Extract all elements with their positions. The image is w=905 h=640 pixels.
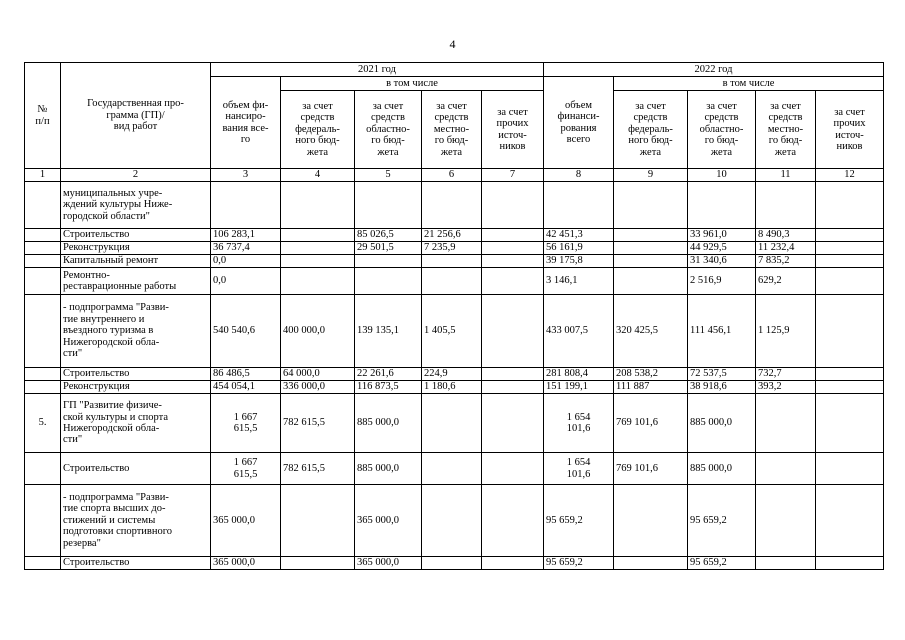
- value-cell: [816, 368, 884, 381]
- value-cell: [281, 242, 355, 255]
- value-cell: 365 000,0: [211, 557, 281, 570]
- header-fed-2021: за счет средств федераль- ного бюд- жета: [281, 91, 355, 169]
- header-year-2022: 2022 год: [544, 63, 884, 77]
- value-cell: 44 929,5: [688, 242, 756, 255]
- value-cell: 0,0: [211, 255, 281, 268]
- value-cell: [422, 182, 482, 229]
- value-cell: 36 737,4: [211, 242, 281, 255]
- value-cell: 1 405,5: [422, 295, 482, 368]
- value-cell: 86 486,5: [211, 368, 281, 381]
- value-cell: 21 256,6: [422, 229, 482, 242]
- value-cell: [816, 381, 884, 394]
- header-incl-2021: в том числе: [281, 77, 544, 91]
- table-row: [25, 182, 884, 229]
- value-cell: [816, 394, 884, 453]
- value-cell: 393,2: [756, 381, 816, 394]
- value-cell: [482, 182, 544, 229]
- value-cell: 29 501,5: [355, 242, 422, 255]
- header-program: Государственная про- грамма (ГП)/ вид работ: [61, 63, 211, 169]
- value-cell: [816, 229, 884, 242]
- value-cell: [422, 453, 482, 485]
- table-row: [25, 242, 884, 255]
- value-cell: [482, 368, 544, 381]
- row-name: ГП "Развитие физиче- ской культуры и спорта Нижегородской обла- сти": [61, 394, 211, 453]
- header-obl-2022: за счет средств областно- го бюд- жета: [688, 91, 756, 169]
- value-cell: [211, 182, 281, 229]
- row-name: Капитальный ремонт: [61, 255, 211, 268]
- page-number: 4: [449, 37, 456, 51]
- value-cell: 95 659,2: [688, 485, 756, 557]
- table-row: [25, 255, 884, 268]
- header-volume-2021: объем фи- нансиро- вания все- го: [211, 77, 281, 169]
- value-cell: [482, 242, 544, 255]
- table-row: [25, 368, 884, 381]
- row-number: [25, 255, 61, 268]
- value-cell: [756, 182, 816, 229]
- value-cell: [756, 485, 816, 557]
- value-cell: 885 000,0: [355, 394, 422, 453]
- value-cell: 769 101,6: [614, 453, 688, 485]
- value-cell: [281, 485, 355, 557]
- value-cell: [355, 182, 422, 229]
- value-cell: [281, 557, 355, 570]
- value-cell: 782 615,5: [281, 453, 355, 485]
- col-number: 9: [614, 169, 688, 182]
- value-cell: [482, 295, 544, 368]
- value-cell: [816, 182, 884, 229]
- header-mest-2021: за счет средств местно- го бюд- жета: [422, 91, 482, 169]
- value-cell: [816, 242, 884, 255]
- row-number: [25, 368, 61, 381]
- col-number: 10: [688, 169, 756, 182]
- row-number: [25, 268, 61, 295]
- header-obl-2021: за счет средств областно- го бюд- жета: [355, 91, 422, 169]
- col-number: 5: [355, 169, 422, 182]
- value-cell: 139 135,1: [355, 295, 422, 368]
- value-cell: [281, 268, 355, 295]
- value-cell: [756, 557, 816, 570]
- value-cell: 38 918,6: [688, 381, 756, 394]
- value-cell: [614, 268, 688, 295]
- value-cell: [614, 255, 688, 268]
- header-incl-2022: в том числе: [614, 77, 884, 91]
- value-cell: [482, 229, 544, 242]
- row-name: Реконструкция: [61, 381, 211, 394]
- header-mest-2022: за счет средств местно- го бюд- жета: [756, 91, 816, 169]
- value-cell: 365 000,0: [355, 485, 422, 557]
- col-number: 2: [61, 169, 211, 182]
- table-row: [25, 381, 884, 394]
- value-cell: 769 101,6: [614, 394, 688, 453]
- table-row: [25, 229, 884, 242]
- value-cell: 39 175,8: [544, 255, 614, 268]
- value-cell: 7 835,2: [756, 255, 816, 268]
- row-number: [25, 557, 61, 570]
- value-cell: [355, 255, 422, 268]
- value-cell: 111 887: [614, 381, 688, 394]
- value-cell: 782 615,5: [281, 394, 355, 453]
- value-cell: [816, 557, 884, 570]
- value-cell: [422, 394, 482, 453]
- row-name: - подпрограмма "Разви- тие спорта высших до- стижений и системы подготовки спортивного резерва": [61, 485, 211, 557]
- col-number: 3: [211, 169, 281, 182]
- value-cell: 885 000,0: [355, 453, 422, 485]
- value-cell: 1 654 101,6: [544, 453, 614, 485]
- value-cell: 95 659,2: [544, 485, 614, 557]
- value-cell: 224,9: [422, 368, 482, 381]
- value-cell: 0,0: [211, 268, 281, 295]
- table-row: [25, 268, 884, 295]
- value-cell: [482, 268, 544, 295]
- value-cell: 116 873,5: [355, 381, 422, 394]
- row-number: 5.: [25, 394, 61, 453]
- value-cell: [816, 485, 884, 557]
- value-cell: 885 000,0: [688, 394, 756, 453]
- value-cell: 281 808,4: [544, 368, 614, 381]
- value-cell: [614, 242, 688, 255]
- value-cell: [482, 557, 544, 570]
- value-cell: [355, 268, 422, 295]
- table-row: [25, 557, 884, 570]
- value-cell: [756, 453, 816, 485]
- header-volume-2022: объем финанси- рования всего: [544, 77, 614, 169]
- value-cell: 1 654 101,6: [544, 394, 614, 453]
- col-number: 8: [544, 169, 614, 182]
- value-cell: [816, 453, 884, 485]
- financing-table: [24, 62, 884, 570]
- table-row: [25, 295, 884, 368]
- value-cell: 540 540,6: [211, 295, 281, 368]
- value-cell: [482, 485, 544, 557]
- value-cell: 1 180,6: [422, 381, 482, 394]
- value-cell: 1 667 615,5: [211, 453, 281, 485]
- value-cell: 336 000,0: [281, 381, 355, 394]
- value-cell: 33 961,0: [688, 229, 756, 242]
- value-cell: 106 283,1: [211, 229, 281, 242]
- value-cell: 400 000,0: [281, 295, 355, 368]
- value-cell: [281, 255, 355, 268]
- row-name: Строительство: [61, 368, 211, 381]
- value-cell: [281, 229, 355, 242]
- row-name: муниципальных учре- ждений культуры Ниже- городской области": [61, 182, 211, 229]
- value-cell: [688, 182, 756, 229]
- value-cell: [614, 485, 688, 557]
- table-row: [25, 453, 884, 485]
- header-proch-2022: за счет прочих источ- ников: [816, 91, 884, 169]
- row-name: Строительство: [61, 557, 211, 570]
- value-cell: [816, 268, 884, 295]
- value-cell: 95 659,2: [544, 557, 614, 570]
- col-number: 4: [281, 169, 355, 182]
- header-num: № п/п: [25, 63, 61, 169]
- value-cell: 433 007,5: [544, 295, 614, 368]
- value-cell: 31 340,6: [688, 255, 756, 268]
- table-row: [25, 485, 884, 557]
- value-cell: [614, 557, 688, 570]
- col-number: 1: [25, 169, 61, 182]
- value-cell: 56 161,9: [544, 242, 614, 255]
- value-cell: [614, 229, 688, 242]
- value-cell: 64 000,0: [281, 368, 355, 381]
- header-year-2021: 2021 год: [211, 63, 544, 77]
- value-cell: [614, 182, 688, 229]
- row-number: [25, 295, 61, 368]
- value-cell: [482, 394, 544, 453]
- value-cell: 151 199,1: [544, 381, 614, 394]
- value-cell: 1 667 615,5: [211, 394, 281, 453]
- value-cell: 320 425,5: [614, 295, 688, 368]
- row-name: Строительство: [61, 229, 211, 242]
- value-cell: [422, 268, 482, 295]
- value-cell: [816, 255, 884, 268]
- value-cell: 22 261,6: [355, 368, 422, 381]
- value-cell: [422, 485, 482, 557]
- value-cell: 72 537,5: [688, 368, 756, 381]
- value-cell: 2 516,9: [688, 268, 756, 295]
- value-cell: [482, 255, 544, 268]
- row-number: [25, 485, 61, 557]
- row-number: [25, 229, 61, 242]
- header-fed-2022: за счет средств федераль- ного бюд- жета: [614, 91, 688, 169]
- value-cell: 208 538,2: [614, 368, 688, 381]
- col-number: 11: [756, 169, 816, 182]
- value-cell: [482, 453, 544, 485]
- value-cell: 95 659,2: [688, 557, 756, 570]
- value-cell: 111 456,1: [688, 295, 756, 368]
- header-proch-2021: за счет прочих источ- ников: [482, 91, 544, 169]
- row-number: [25, 242, 61, 255]
- column-number-row: [25, 169, 884, 182]
- row-number: [25, 381, 61, 394]
- value-cell: 365 000,0: [211, 485, 281, 557]
- row-name: - подпрограмма "Разви- тие внутреннего и въездного туризма в Нижегородской обла- сти": [61, 295, 211, 368]
- table-row: [25, 394, 884, 453]
- value-cell: 732,7: [756, 368, 816, 381]
- value-cell: 885 000,0: [688, 453, 756, 485]
- value-cell: 8 490,3: [756, 229, 816, 242]
- row-number: [25, 453, 61, 485]
- value-cell: 7 235,9: [422, 242, 482, 255]
- value-cell: [816, 295, 884, 368]
- row-name: Строительство: [61, 453, 211, 485]
- row-number: [25, 182, 61, 229]
- row-name: Реконструкция: [61, 242, 211, 255]
- col-number: 7: [482, 169, 544, 182]
- col-number: 6: [422, 169, 482, 182]
- value-cell: 42 451,3: [544, 229, 614, 242]
- value-cell: [422, 255, 482, 268]
- value-cell: 629,2: [756, 268, 816, 295]
- col-number: 12: [816, 169, 884, 182]
- value-cell: 85 026,5: [355, 229, 422, 242]
- value-cell: [756, 394, 816, 453]
- value-cell: 3 146,1: [544, 268, 614, 295]
- value-cell: [544, 182, 614, 229]
- value-cell: [482, 381, 544, 394]
- value-cell: [422, 557, 482, 570]
- value-cell: [281, 182, 355, 229]
- value-cell: 454 054,1: [211, 381, 281, 394]
- value-cell: 11 232,4: [756, 242, 816, 255]
- value-cell: 1 125,9: [756, 295, 816, 368]
- value-cell: 365 000,0: [355, 557, 422, 570]
- row-name: Ремонтно- реставрационные работы: [61, 268, 211, 295]
